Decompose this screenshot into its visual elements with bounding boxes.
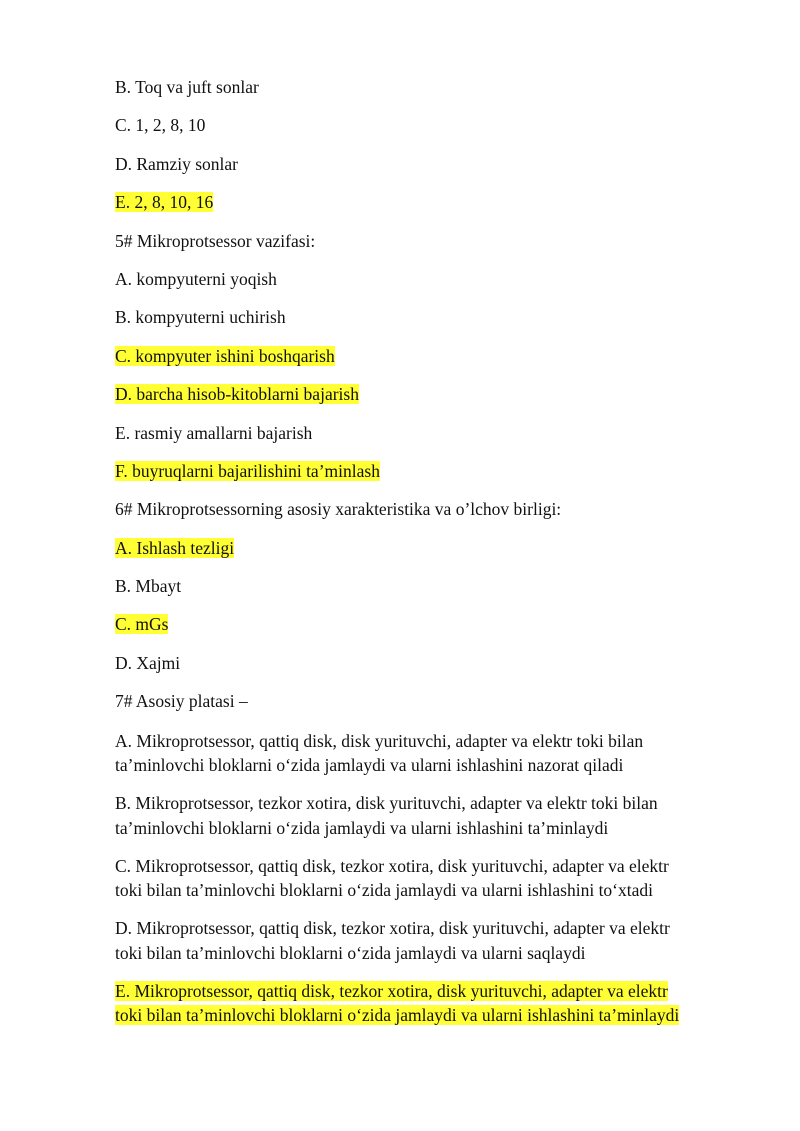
q5-option-f: F. buyruqlarni bajarilishini ta’minlash — [115, 460, 380, 481]
q7-question: 7# Asosiy platasi – — [115, 691, 248, 712]
q6-option-d: D. Xajmi — [115, 652, 181, 673]
q5-option-e: E. rasmiy amallarni bajarish — [115, 422, 313, 443]
q7-option-d: D. Mikroprotsessor, qattiq disk, tezkor xotira, disk yurituvchi, adapter va elektr toki bilan ta’minlovchi bloklarni o‘zida jamlaydi va ularni saqlaydi — [115, 918, 670, 963]
q7-option-b: B. Mikroprotsessor, tezkor xotira, disk yurituvchi, adapter va elektr toki bilan ta’minlovchi bloklarni o‘zida jamlaydi va ularni ishlashini ta’minlaydi — [115, 793, 658, 838]
q6-option-b: B. Mbayt — [115, 576, 182, 597]
q5-option-d: D. barcha hisob-kitoblarni bajarish — [115, 384, 359, 405]
document-body — [115, 76, 725, 1041]
q4-option-d: D. Ramziy sonlar — [115, 153, 238, 174]
q4-option-e: E. 2, 8, 10, 16 — [115, 192, 214, 213]
q6-option-c: C. mGs — [115, 614, 169, 635]
q6-option-a: A. Ishlash tezligi — [115, 537, 235, 558]
q5-option-a: A. kompyuterni yoqish — [115, 268, 277, 289]
q6-question: 6# Mikroprotsessorning asosiy xarakteristika va o’lchov birligi: — [115, 499, 562, 520]
q7-option-e: E. Mikroprotsessor, qattiq disk, tezkor xotira, disk yurituvchi, adapter va elektr toki bilan ta’minlovchi bloklarni o‘zida jamlaydi va ularni ishlashini ta’minlaydi — [115, 980, 680, 1026]
q5-option-b: B. kompyuterni uchirish — [115, 307, 286, 328]
q4-option-b: B. Toq va juft sonlar — [115, 77, 259, 97]
q5-question: 5# Mikroprotsessor vazifasi: — [115, 230, 316, 251]
q7-option-c: C. Mikroprotsessor, qattiq disk, tezkor xotira, disk yurituvchi, adapter va elektr toki bilan ta’minlovchi bloklarni o‘zida jamlaydi va ularni ishlashini to‘xtadi — [115, 855, 669, 901]
q7-option-a: A. Mikroprotsessor, qattiq disk, disk yurituvchi, adapter va elektr toki bilan ta’minlovchi bloklarni o‘zida jamlaydi va ularni ishlashini nazorat qiladi — [115, 730, 644, 776]
q4-option-c: C. 1, 2, 8, 10 — [115, 115, 206, 136]
q5-option-c: C. kompyuter ishini boshqarish — [115, 345, 335, 366]
